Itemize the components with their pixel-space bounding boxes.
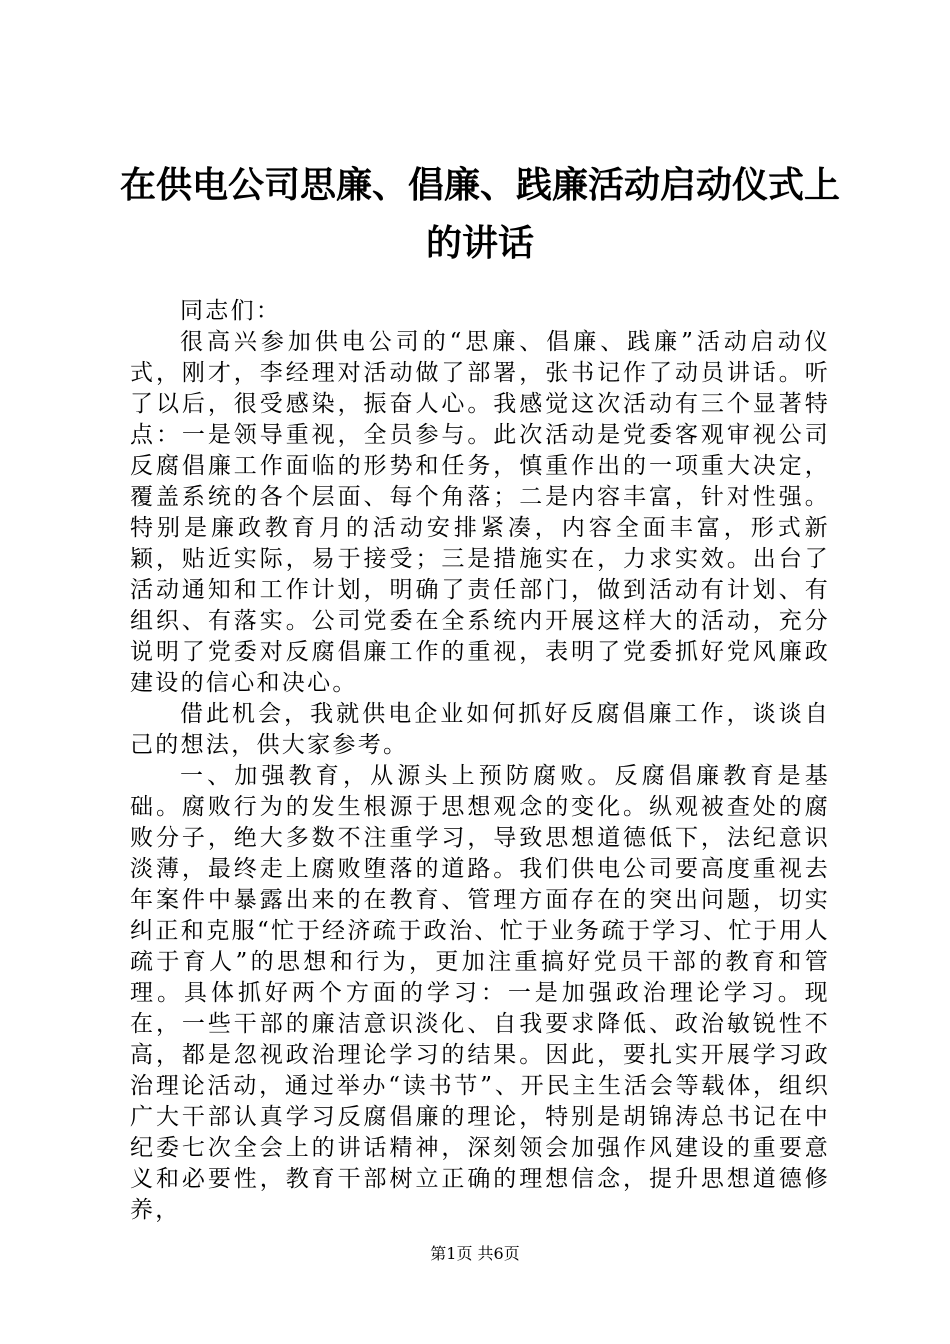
document-title-line-1: 在供电公司思廉、倡廉、践廉活动启动仪式上 [119,164,840,206]
body-paragraph: 一、加强教育，从源头上预防腐败。反腐倡廉教育是基础。腐败行为的发生根源于思想观念的变化。纵观被查处的腐败分子，绝大多数不注重学习，导致思想道德低下，法纪意识淡薄，最终走上腐败堕落的道路。我们供电公司要高度重视去年案件中暴露出来的在教育、管理方面存在的突出问题，切实纠正和克服“忙于经济疏于政治、忙于业务疏于学习、忙于用人疏于育人”的思想和行为，更加注重搞好党员干部的教育和管理。具体抓好两个方面的学习：一是加强政治理论学习。现在，一些干部的廉洁意识淡化、自我要求降低、政治敏锐性不高，都是忽视政治理论学习的结果。因此，要扎实开展学习政治理论活动，通过举办“读书节”、开民主生活会等载体，组织广大干部认真学习反腐倡廉的理论，特别是胡锦涛总书记在中纪委七次全会上的讲话精神，深刻领会加强作风建设的重要意义和必要性，教育干部树立正确的理想信念，提升思想道德修养， [130,763,830,1223]
page-footer: 第1页 共6页 [430,1244,520,1263]
body-paragraph: 很高兴参加供电公司的“思廉、倡廉、践廉”活动启动仪式，刚才，李经理对活动做了部署，张书记作了动员讲话。听了以后，很受感染，振奋人心。我感觉这次活动有三个显著特点：一是领导重视，全员参与。此次活动是党委客观审视公司反腐倡廉工作面临的形势和任务，慎重作出的一项重大决定，覆盖系统的各个层面、每个角落；二是内容丰富，针对性强。特别是廉政教育月的活动安排紧凑，内容全面丰富，形式新颖，贴近实际，易于接受；三是措施实在，力求实效。出台了活动通知和工作计划，明确了责任部门，做到活动有计划、有组织、有落实。公司党委在全系统内开展这样大的活动，充分说明了党委对反腐倡廉工作的重视，表明了党委抓好党风廉政建设的信心和决心。 [130,329,830,696]
document-body [130,296,830,1226]
body-paragraph: 借此机会，我就供电企业如何抓好反腐倡廉工作，谈谈自己的想法，供大家参考。 [130,701,830,758]
document-title-line-2: 的讲话 [425,222,534,264]
salutation: 同志们： [180,298,282,324]
